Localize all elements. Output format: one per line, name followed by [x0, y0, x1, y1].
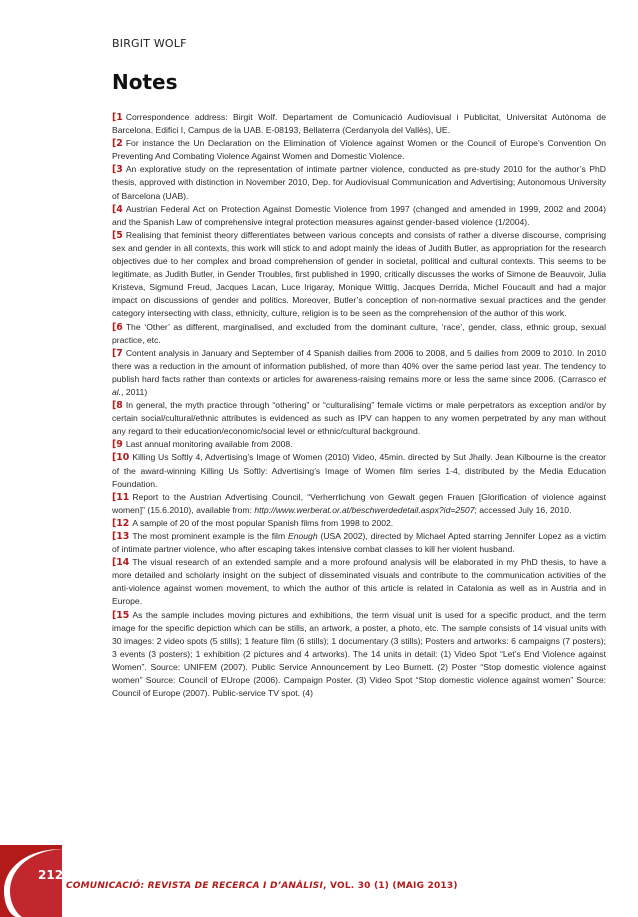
- note-marker: [10: [112, 452, 130, 464]
- note-marker: [15: [112, 609, 130, 621]
- note-text: (USA 2002), directed by Michael Apted starring Jennifer Lopez as a victim of intimate partner violence, who after escaping takes intensive combat classes to kill her violent husband.: [112, 531, 607, 555]
- note-text: Killing Us Softly 4, Advertising’s Image of Women (2010) Video, 45min. directed by Sut Jhally. Jean Kilbourne is the creator of the award-winning Killing Us Softly: Advertising’s Image of Women film series 1-4, distributed by the Media Education Foundation.: [112, 452, 606, 489]
- page-number: 212: [38, 868, 64, 882]
- note-marker: [12: [112, 517, 130, 529]
- notes-list: [112, 111, 606, 700]
- note-marker: [9: [112, 439, 123, 451]
- note-marker: [6: [112, 321, 123, 333]
- note-10: [112, 451, 606, 490]
- note-3: [112, 163, 606, 202]
- note-text: The ‘Other’ as different, marginalised, and excluded from the dominant culture, ‘race’, gender, class, ethnic group, sexual practice, etc.: [112, 321, 606, 345]
- note-text: Content analysis in January and September of 4 Spanish dailies from 2006 to 2008, and 5 dailies from 2009 to 2010. In 2010 there was a reduction in the amount of information published, of more than 40% over the same period last year. The tendency to publish hard facts rather than contexts or articles for awareness-raising remains more or less the same since 2006. (Carrasco: [112, 347, 606, 384]
- note-text: Last annual monitoring available from 2008.: [125, 439, 293, 450]
- note-italic: et al.: [112, 373, 606, 397]
- note-text: ; accessed July 16, 2010.: [474, 504, 572, 515]
- note-text: A sample of 20 of the most popular Spanish films from 1998 to 2002.: [132, 517, 394, 528]
- journal-title: COMUNICACIÓ: REVISTA DE RECERCA I D’ANÀLISI: [66, 881, 324, 891]
- note-marker: [3: [112, 164, 123, 176]
- section-title: Notes: [112, 70, 178, 94]
- note-marker: [11: [112, 491, 130, 503]
- note-7: [112, 347, 606, 399]
- journal-citation: [66, 881, 458, 891]
- note-text: Austrian Federal Act on Protection Against Domestic Violence from 1997 (changed and amended in 1999, 2002 and 2004) and the Spanish Law of comprehensive integral protection measures against gender-based violence (1/2004).: [112, 203, 606, 227]
- note-text: As the sample includes moving pictures and exhibitions, the term visual unit is used for a specific product, and the term image for the specific depiction which can be stills, an artwork, a poster, a photo, etc. The sample consists of 14 visual units with 30 images: 2 video spots (5 stills); 1 feature film (6 stills); 1 documentary (3 stills); Posters and artworks: 6 campaigns (7 posters); 3 events (3 posters); 1 exhibition (2 pictures and 4 artworks). The 14 units in detail: (1) Video Spot “Let’s End Violence against Women”. Source: UNIFEM (2007). Public Service Announcement by Leo Burnett. (2) Poster “Stop domestic violence against women” Source: Council of EUrope (2006). Campaign Poster. (3) Video Spot “Stop domestic violence against women” Source: Council of Europe (2007). Public-service TV spot. (4): [112, 609, 606, 699]
- note-11: [112, 491, 606, 517]
- note-5: [112, 229, 606, 321]
- note-marker: [13: [112, 531, 130, 542]
- note-marker: [2: [112, 138, 123, 150]
- note-text: The visual research of an extended sample and a more profound analysis will be elaborated in my PhD thesis, to have a more detailed and scholarly insight on the subject of disseminated visuals and contribute to the communication activities of the anti-violence against women movement, to which the author of this article is related in Catalonia as well as in Austria and in Europe.: [112, 557, 606, 607]
- note-url-link[interactable]: http://www.werberat.or.at/beschwerdedetail.aspx?id=2507: [254, 504, 475, 515]
- note-marker: [7: [112, 347, 123, 359]
- note-12: [112, 517, 606, 530]
- note-1: [112, 111, 606, 137]
- note-text: Correspondence address: Birgit Wolf. Departament de Comunicació Audiovisual i Publicitat, Universitat Autònoma de Barcelona. Edifici I, Campus de la UAB. E-08193, Bellaterra (Cerdanyola del Vallès), UE.: [112, 112, 606, 136]
- note-6: [112, 321, 606, 347]
- note-text: An explorative study on the representation of intimate partner violence, conducted as pre-study 2010 for the author’s PhD thesis, approved with distinction in November 2010, Dep. for Audiovisual Communication and Advertising; Autonomous University of Barcelona (UAB).: [112, 164, 606, 201]
- note-13: [112, 530, 606, 556]
- note-marker: [4: [112, 203, 123, 215]
- note-italic: Enough: [287, 531, 318, 541]
- note-marker: [5: [112, 229, 123, 241]
- note-marker: [14: [112, 557, 130, 569]
- note-marker: [1: [112, 112, 123, 123]
- note-text: In general, the myth practice through “othering” or “culturalising” female victims or male perpetrators as exception and/or by certain social/cultural/ethnic attributes is evidenced as such as IPV can happen to any women perpetrated by any man without any regard to their education/economic/social level or ethnic/cultural background.: [112, 400, 606, 437]
- note-2: [112, 137, 606, 163]
- journal-volume: , VOL. 30 (1) (MAIG 2013): [323, 881, 458, 891]
- note-9: [112, 438, 606, 451]
- note-14: [112, 556, 606, 608]
- note-text: Report to the Austrian Advertising Council, “Verherrlichung von Gewalt gegen Frauen [Glorification of violence against women]” (15.6.2010), available from:: [112, 491, 606, 515]
- note-marker: [8: [112, 400, 123, 412]
- note-text: Realising that feminist theory differentiates between various concepts and consists of rather a diverse discourse, comprising sex and gender in all contexts, this work will stick to and adopt mainly the ideas of Judith Butler, as appropriation for the research objectives due to her complex and broad comprehension of gender in societal, political and cultural contexts. This seems to be legitimate, as Judith Butler, in Gender Troubles, first published in 1990, critically discusses the works of Simone de Beauvoir, Julia Kristeva, Sigmund Freud, Jacques Lacan, Luce Irigaray, Monique Wittig, Jacques Derrida, Michel Foucault and had a major impact on discussions of gender and politics. Moreover, Butler’s conception of non-normative sexual practices and the gender category intersecting with class, ethnicity, culture, religion is to be seen as the comprehension of the author of this work.: [112, 229, 606, 319]
- note-text: For instance the Un Declaration on the Elimination of Violence against Women or the Council of Europe’s Convention On Preventing And Combating Violence Against Women and Domestic Violence.: [112, 138, 606, 162]
- note-4: [112, 203, 606, 229]
- note-15: [112, 609, 606, 701]
- note-text: The most prominent example is the film: [132, 531, 288, 541]
- note-text: , 2011): [121, 386, 148, 397]
- running-head: BIRGIT WOLF: [112, 37, 187, 50]
- note-8: [112, 399, 606, 438]
